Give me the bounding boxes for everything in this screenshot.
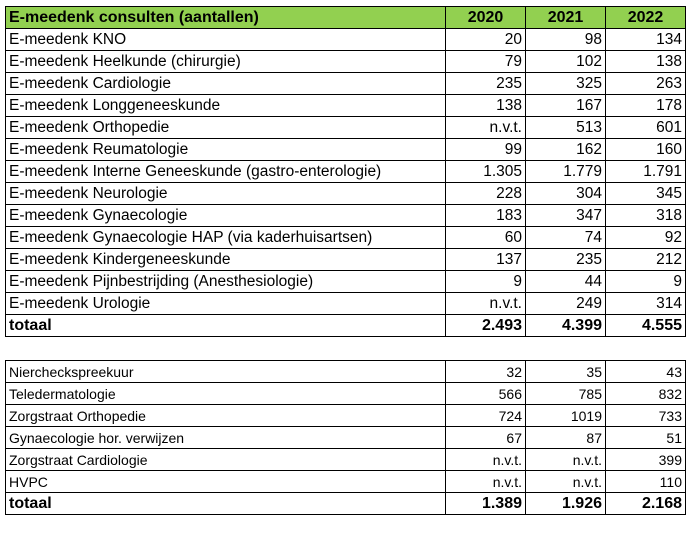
row-label: E-meedenk Heelkunde (chirurgie) (6, 51, 446, 73)
value-2020: n.v.t. (446, 293, 526, 315)
value-2020: 99 (446, 139, 526, 161)
value-2022: 263 (606, 73, 686, 95)
table-row (6, 139, 686, 161)
row-label: E-meedenk KNO (6, 29, 446, 51)
total-2022: 2.168 (606, 493, 686, 515)
total-row-2 (6, 493, 686, 515)
value-2021: 87 (526, 427, 606, 449)
value-2020: 228 (446, 183, 526, 205)
value-2022: 92 (606, 227, 686, 249)
table-row (6, 293, 686, 315)
value-2020: 137 (446, 249, 526, 271)
value-2021: 102 (526, 51, 606, 73)
value-2022: 345 (606, 183, 686, 205)
table-row (6, 161, 686, 183)
value-2020: 724 (446, 405, 526, 427)
header-year-2022: 2022 (606, 7, 686, 29)
table-row (6, 183, 686, 205)
value-2021: 98 (526, 29, 606, 51)
value-2021: 347 (526, 205, 606, 227)
value-2021: 235 (526, 249, 606, 271)
table-row (6, 405, 686, 427)
value-2021: n.v.t. (526, 471, 606, 493)
header-row (6, 7, 686, 29)
value-2021: 513 (526, 117, 606, 139)
total-2022: 4.555 (606, 315, 686, 337)
table-row (6, 427, 686, 449)
total-2020: 2.493 (446, 315, 526, 337)
value-2021: 1.779 (526, 161, 606, 183)
value-2022: 43 (606, 361, 686, 383)
value-2022: 9 (606, 271, 686, 293)
value-2020: n.v.t. (446, 449, 526, 471)
row-label: E-meedenk Kindergeneeskunde (6, 249, 446, 271)
row-label: Zorgstraat Orthopedie (6, 405, 446, 427)
value-2022: 212 (606, 249, 686, 271)
row-label: E-meedenk Orthopedie (6, 117, 446, 139)
value-2020: n.v.t. (446, 471, 526, 493)
value-2022: 314 (606, 293, 686, 315)
value-2021: 44 (526, 271, 606, 293)
row-label: E-meedenk Gynaecologie (6, 205, 446, 227)
spacer-cell (6, 337, 446, 361)
value-2022: 733 (606, 405, 686, 427)
value-2020: 20 (446, 29, 526, 51)
consult-table (5, 6, 686, 515)
value-2021: 162 (526, 139, 606, 161)
table-row (6, 73, 686, 95)
row-label: Gynaecologie hor. verwijzen (6, 427, 446, 449)
row-label: E-meedenk Longgeneeskunde (6, 95, 446, 117)
row-label: E-meedenk Reumatologie (6, 139, 446, 161)
table-row (6, 29, 686, 51)
spacer-row (6, 337, 686, 361)
total-2021: 4.399 (526, 315, 606, 337)
row-label: E-meedenk Urologie (6, 293, 446, 315)
value-2021: n.v.t. (526, 449, 606, 471)
value-2020: 60 (446, 227, 526, 249)
value-2020: 79 (446, 51, 526, 73)
value-2020: 32 (446, 361, 526, 383)
value-2022: 178 (606, 95, 686, 117)
value-2020: 566 (446, 383, 526, 405)
value-2020: 1.305 (446, 161, 526, 183)
value-2021: 35 (526, 361, 606, 383)
value-2020: n.v.t. (446, 117, 526, 139)
row-label: E-meedenk Gynaecologie HAP (via kaderhuisartsen) (6, 227, 446, 249)
value-2020: 138 (446, 95, 526, 117)
table-row (6, 271, 686, 293)
value-2020: 67 (446, 427, 526, 449)
header-year-2020: 2020 (446, 7, 526, 29)
table-row (6, 117, 686, 139)
header-year-2021: 2021 (526, 7, 606, 29)
row-label: E-meedenk Pijnbestrijding (Anesthesiologie) (6, 271, 446, 293)
value-2022: 160 (606, 139, 686, 161)
value-2021: 1019 (526, 405, 606, 427)
value-2021: 167 (526, 95, 606, 117)
table-row (6, 249, 686, 271)
value-2020: 183 (446, 205, 526, 227)
table-row (6, 95, 686, 117)
spacer-cell (526, 337, 606, 361)
total-row-1 (6, 315, 686, 337)
table-row (6, 383, 686, 405)
table-row (6, 205, 686, 227)
row-label: Zorgstraat Cardiologie (6, 449, 446, 471)
row-label: E-meedenk Cardiologie (6, 73, 446, 95)
header-label: E-meedenk consulten (aantallen) (6, 7, 446, 29)
value-2020: 235 (446, 73, 526, 95)
spacer-cell (446, 337, 526, 361)
value-2021: 325 (526, 73, 606, 95)
total-label: totaal (6, 493, 446, 515)
table-row (6, 449, 686, 471)
value-2021: 74 (526, 227, 606, 249)
value-2022: 399 (606, 449, 686, 471)
value-2022: 1.791 (606, 161, 686, 183)
table-row (6, 227, 686, 249)
value-2022: 601 (606, 117, 686, 139)
value-2021: 785 (526, 383, 606, 405)
table-row (6, 471, 686, 493)
value-2022: 832 (606, 383, 686, 405)
row-label: HVPC (6, 471, 446, 493)
value-2022: 134 (606, 29, 686, 51)
spacer-cell (606, 337, 686, 361)
total-2020: 1.389 (446, 493, 526, 515)
row-label: E-meedenk Neurologie (6, 183, 446, 205)
value-2020: 9 (446, 271, 526, 293)
row-label: Niercheckspreekuur (6, 361, 446, 383)
row-label: Teledermatologie (6, 383, 446, 405)
value-2021: 304 (526, 183, 606, 205)
value-2022: 51 (606, 427, 686, 449)
value-2022: 138 (606, 51, 686, 73)
row-label: E-meedenk Interne Geneeskunde (gastro-enterologie) (6, 161, 446, 183)
value-2022: 318 (606, 205, 686, 227)
value-2022: 110 (606, 471, 686, 493)
table-row (6, 361, 686, 383)
consult-table-container (5, 6, 686, 515)
total-label: totaal (6, 315, 446, 337)
total-2021: 1.926 (526, 493, 606, 515)
value-2021: 249 (526, 293, 606, 315)
table-row (6, 51, 686, 73)
